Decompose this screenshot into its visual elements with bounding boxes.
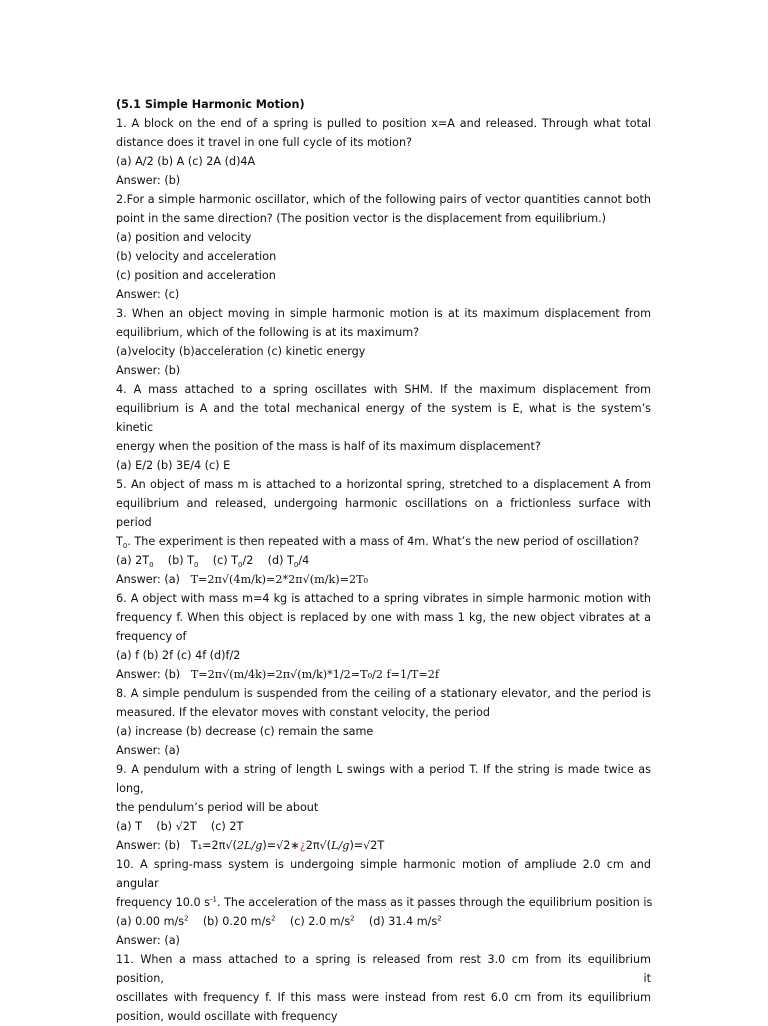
q6-line-2: frequency f. When this object is replaced by one with mass 1 kg, the new object vibrates at a [116, 611, 651, 624]
q1-answer: Answer: (b) [116, 174, 181, 187]
subscript: 0 [194, 561, 199, 570]
subscript: 0 [293, 561, 299, 570]
q9-answer [116, 836, 651, 855]
q9-option-a: (a) T [116, 820, 142, 833]
q5-line-3 [116, 532, 651, 551]
formula-part: ∗ [290, 839, 300, 852]
q10-line-2-text: frequency 10.0 s [116, 896, 210, 909]
formula-part: )=√2T [349, 839, 385, 852]
formula-part: 2π√( [305, 839, 332, 852]
q6-answer-formula: T=2π√(m/4k)=2π√(m/k)*1/2=T₀/2 f=1/T=2f [190, 668, 440, 681]
q10-line-1: 10. A spring-mass system is undergoing simple harmonic motion of ampliude 2.0 cm and angular [116, 858, 651, 890]
q10-options [116, 912, 651, 931]
q5-line-1: 5. An object of mass m is attached to a horizontal spring, stretched to a displacement A from [116, 478, 651, 491]
q11-line-3: position, would oscillate with frequency [116, 1010, 338, 1023]
q5-option-c: (c) T [212, 554, 239, 567]
q9-options [116, 817, 651, 836]
q6-answer [116, 665, 651, 684]
q2-option-c: (c) position and acceleration [116, 269, 276, 282]
formula-part: T₁=2π√( [190, 839, 237, 852]
superscript: 2 [271, 914, 276, 923]
q10-answer: Answer: (a) [116, 934, 180, 947]
subscript: 0 [122, 542, 128, 551]
q5-options [116, 551, 651, 570]
q5-option-b: (b) T [167, 554, 195, 567]
superscript: -1 [209, 895, 217, 904]
q10-option-d: (d) 31.4 m/s [368, 915, 438, 928]
q5-option-a: (a) 2T [116, 554, 150, 567]
q5-answer-label: Answer: (a) [116, 573, 180, 586]
q11-line-2: oscillates with frequency f. If this mass were instead from rest 6.0 cm from its equilibrium [116, 991, 651, 1004]
formula-part: L/g [331, 839, 350, 852]
q9-answer-formula [191, 839, 384, 852]
q8-options: (a) increase (b) decrease (c) remain the same [116, 725, 374, 738]
q9-option-c: (c) 2T [210, 820, 244, 833]
q5-answer [116, 570, 651, 589]
q10-option-c: (c) 2.0 m/s [289, 915, 351, 928]
q3-answer: Answer: (b) [116, 364, 181, 377]
q2-option-b: (b) velocity and acceleration [116, 250, 277, 263]
q5-option-d-rest: /4 [298, 554, 310, 567]
q10-option-b: (b) 0.20 m/s [202, 915, 272, 928]
q2-line-2: point in the same direction? (The position vector is the displacement from equilibrium.) [116, 212, 607, 225]
q11-line-1: 11. When a mass attached to a spring is released from rest 3.0 cm from its equilibrium position, it [116, 953, 651, 985]
q5-answer-formula: T=2π√(4m/k)=2*2π√(m/k)=2T₀ [190, 573, 369, 586]
q6-line-3: frequency of [116, 630, 187, 643]
q5-option-d: (d) T [267, 554, 294, 567]
q10-line-2 [116, 893, 651, 912]
superscript: 2 [350, 914, 355, 923]
period-symbol: T [116, 535, 123, 548]
q3-line-2: equilibrium, which of the following is at its maximum? [116, 326, 420, 339]
subscript: 0 [149, 561, 154, 570]
superscript: 2 [437, 914, 442, 923]
q2-line-1: 2.For a simple harmonic oscillator, which of the following pairs of vector quantities cannot both [116, 193, 651, 206]
q9-answer-label: Answer: (b) [116, 839, 181, 852]
q5-line-2: equilibrium and released, undergoing harmonic oscillations on a frictionless surface with period [116, 497, 651, 529]
q1-line-2: distance does it travel in one full cycle of its motion? [116, 136, 412, 149]
q9-line-2: the pendulum’s period will be about [116, 801, 319, 814]
q9-option-b: (b) √2T [156, 820, 197, 833]
q2-answer: Answer: (c) [116, 288, 180, 301]
q6-options: (a) f (b) 2f (c) 4f (d)f/2 [116, 649, 241, 662]
q3-options: (a)velocity (b)acceleration (c) kinetic energy [116, 345, 366, 358]
subscript: 0 [238, 561, 243, 570]
q9-line-1: 9. A pendulum with a string of length L swings with a period T. If the string is made twice as long, [116, 763, 651, 795]
document-page [116, 95, 651, 1026]
q1-options: (a) A/2 (b) A (c) 2A (d)4A [116, 155, 256, 168]
q6-answer-label: Answer: (b) [116, 668, 181, 681]
q4-line-3: energy when the position of the mass is half of its maximum displacement? [116, 440, 541, 453]
q3-line-1: 3. When an object moving in simple harmonic motion is at its maximum displacement from [116, 307, 651, 320]
q8-line-1: 8. A simple pendulum is suspended from the ceiling of a stationary elevator, and the period is [116, 687, 651, 700]
q5-option-c-rest: /2 [242, 554, 254, 567]
q8-line-2: measured. If the elevator moves with constant velocity, the period [116, 706, 490, 719]
q8-answer: Answer: (a) [116, 744, 180, 757]
q4-line-2: equilibrium is A and the total mechanical energy of the system is E, what is the system’s kinetic [116, 402, 651, 434]
section-heading: (5.1 Simple Harmonic Motion) [116, 98, 305, 111]
formula-part: 2L/g [236, 839, 263, 852]
superscript: 2 [184, 914, 189, 923]
q4-options: (a) E/2 (b) 3E/4 (c) E [116, 459, 231, 472]
formula-part: ¿ [299, 839, 306, 852]
q6-line-1: 6. A object with mass m=4 kg is attached to a spring vibrates in simple harmonic motion with [116, 592, 651, 605]
q5-line-3-text: . The experiment is then repeated with a mass of 4m. What’s the new period of oscillation? [127, 535, 640, 548]
q2-option-a: (a) position and velocity [116, 231, 252, 244]
formula-part: )=√2 [262, 839, 291, 852]
q4-line-1: 4. A mass attached to a spring oscillates with SHM. If the maximum displacement from [116, 383, 651, 396]
q1-line-1: 1. A block on the end of a spring is pulled to position x=A and released. Through what total [116, 117, 651, 130]
q10-line-2-rest: . The acceleration of the mass as it passes through the equilibrium position is [216, 896, 653, 909]
q10-option-a: (a) 0.00 m/s [116, 915, 185, 928]
